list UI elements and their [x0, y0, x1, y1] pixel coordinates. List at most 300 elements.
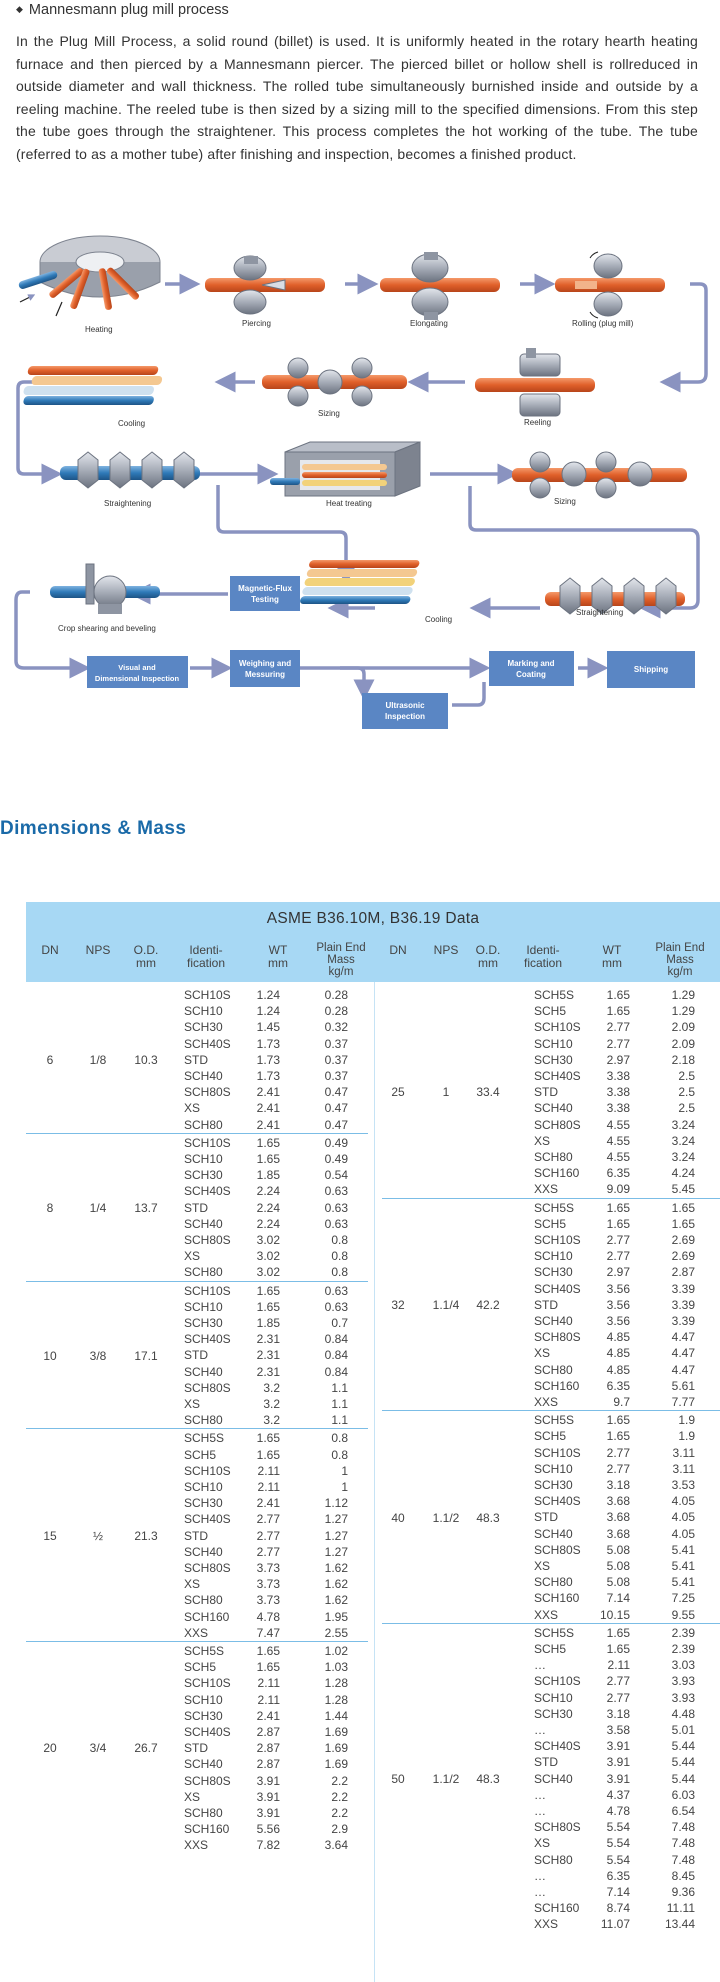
cell-mass: 0.37 — [324, 1069, 348, 1083]
cell-mass: 0.37 — [324, 1052, 348, 1067]
cell-wt: 1.85 — [256, 1168, 280, 1183]
cell-dn: 25 — [391, 1085, 405, 1100]
cell-dn: 10 — [43, 1348, 57, 1363]
cell-identification: SCH30 — [184, 1708, 223, 1723]
cell-identification: SCH5S — [184, 1644, 225, 1658]
group-divider — [26, 1281, 368, 1282]
cell-wt: 2.77 — [606, 1020, 630, 1035]
cell-mass: 0.28 — [324, 1004, 348, 1019]
box-magnetic-flux-testing — [230, 576, 300, 611]
cell-mass: 0.32 — [324, 1020, 348, 1035]
cell-nps: ½ — [92, 1528, 103, 1543]
cell-od: 33.4 — [476, 1085, 500, 1100]
cell-wt: 6.35 — [606, 1868, 630, 1883]
cell-wt: 4.85 — [606, 1346, 630, 1361]
cell-wt: 7.82 — [256, 1838, 280, 1853]
cell-mass: 7.48 — [671, 1836, 695, 1851]
table-half-divider — [374, 982, 375, 1982]
cell-wt: 3.2 — [263, 1380, 280, 1395]
box-visual-line1: Visual and — [118, 663, 156, 672]
cell-wt: 4.55 — [606, 1117, 630, 1132]
cell-mass: 6.03 — [671, 1787, 695, 1802]
sizing-illustration-1 — [262, 358, 407, 406]
group-divider — [26, 1133, 368, 1134]
cell-wt: 5.08 — [606, 1542, 630, 1557]
cell-wt: 2.77 — [606, 1233, 630, 1247]
cell-identification: SCH40S — [184, 1036, 231, 1051]
cell-wt: 2.24 — [256, 1184, 280, 1199]
cell-wt: 9.7 — [613, 1395, 630, 1409]
cell-mass: 0.8 — [331, 1249, 348, 1264]
cell-mass: 3.11 — [672, 1445, 695, 1460]
label-cooling-1: Cooling — [118, 419, 146, 428]
cell-identification: SCH80S — [184, 1233, 231, 1247]
cell-wt: 1.65 — [606, 1216, 630, 1231]
cell-mass: 6.54 — [671, 1804, 695, 1818]
header-dn: DN — [389, 943, 407, 957]
cell-wt: 1.65 — [606, 1004, 630, 1019]
cell-dn: 40 — [391, 1510, 405, 1525]
cell-identification: SCH5S — [184, 1431, 225, 1446]
cell-wt: 2.77 — [606, 1445, 630, 1460]
cell-identification: SCH80 — [534, 1852, 573, 1867]
cell-wt: 10.15 — [599, 1607, 630, 1622]
cell-mass: 0.84 — [324, 1348, 348, 1363]
box-marking-line2: Coating — [516, 670, 546, 679]
cell-identification: SCH10S — [534, 1445, 581, 1460]
cell-identification: SCH10S — [534, 1020, 581, 1035]
cell-mass: 5.44 — [671, 1755, 695, 1770]
cell-identification: SCH40 — [184, 1364, 223, 1379]
label-rolling: Rolling (plug mill) — [572, 319, 634, 328]
cell-nps: 3/8 — [89, 1348, 107, 1363]
cell-wt: 4.85 — [606, 1362, 630, 1377]
cell-mass: 7.48 — [671, 1852, 695, 1867]
cell-identification: SCH40 — [534, 1771, 573, 1786]
cell-mass: 1.1 — [331, 1380, 348, 1395]
cell-identification: SCH160 — [184, 1609, 230, 1624]
header-mass: Plain End Mass kg/m — [316, 942, 366, 978]
cell-mass: 2.69 — [671, 1233, 695, 1247]
cell-mass: 1 — [341, 1463, 348, 1478]
cell-mass: 7.25 — [671, 1591, 695, 1606]
table-header — [26, 902, 720, 982]
cell-od: 48.3 — [476, 1510, 500, 1525]
box-weighing-line1: Weighing and — [238, 659, 292, 668]
cell-mass: 1.62 — [324, 1593, 348, 1608]
cell-identification: SCH10 — [184, 1004, 223, 1019]
cell-nps: 1.1/2 — [432, 1510, 460, 1525]
box-shipping-line1: Shipping — [633, 665, 669, 674]
cell-mass: 3.64 — [324, 1838, 348, 1853]
cell-wt: 1.73 — [256, 1069, 280, 1083]
header-od: O.D. mm — [475, 943, 501, 970]
cell-identification: … — [534, 1787, 546, 1802]
reeling-illustration — [475, 348, 595, 416]
cell-identification: SCH30 — [534, 1052, 573, 1067]
cell-nps: 1.1/2 — [432, 1771, 460, 1786]
cell-identification: SCH80 — [534, 1575, 573, 1590]
cell-mass: 3.93 — [671, 1674, 695, 1689]
cell-identification: SCH10 — [534, 1461, 573, 1476]
label-sizing-2: Sizing — [554, 497, 576, 506]
cell-wt: 2.41 — [256, 1085, 280, 1100]
cell-wt: 11.07 — [600, 1917, 630, 1932]
cell-identification: … — [534, 1723, 546, 1737]
process-heading-text: Mannesmann plug mill process — [28, 2, 229, 18]
cell-wt: 5.54 — [606, 1820, 630, 1835]
cooling-bed-illustration-2 — [299, 560, 420, 604]
cell-wt: 7.14 — [606, 1885, 630, 1899]
cell-mass: 2.69 — [671, 1249, 695, 1264]
cell-identification: SCH10 — [534, 1036, 573, 1051]
group-divider — [382, 1623, 720, 1624]
cell-wt: 2.41 — [256, 1101, 280, 1116]
cell-identification: XXS — [534, 1607, 559, 1622]
cell-identification: SCH10 — [534, 1690, 573, 1705]
cell-identification: STD — [534, 1085, 558, 1100]
cell-wt: 1.65 — [606, 1413, 630, 1428]
cell-identification: … — [534, 1885, 546, 1899]
cell-mass: 4.05 — [671, 1526, 695, 1541]
cell-identification: XS — [184, 1789, 201, 1804]
cell-identification: XXS — [184, 1838, 209, 1853]
cell-nps: 1/8 — [89, 1052, 107, 1067]
cell-wt: 2.41 — [256, 1496, 280, 1511]
cell-identification: SCH40 — [184, 1544, 223, 1559]
cell-identification: SCH40 — [184, 1216, 223, 1231]
cell-identification: SCH40 — [534, 1314, 573, 1328]
cell-mass: 5.41 — [671, 1542, 695, 1557]
cell-wt: 9.09 — [606, 1182, 630, 1197]
cell-identification: SCH5S — [534, 1413, 575, 1428]
header-dn: DN — [41, 943, 59, 957]
plug-mill-process-diagram — [0, 220, 720, 740]
cell-od: 17.1 — [134, 1348, 158, 1363]
cell-mass: 0.63 — [324, 1283, 348, 1298]
box-magnetic-line1: Magnetic-Flux — [238, 584, 292, 593]
cell-identification: SCH10S — [184, 1676, 231, 1691]
label-elongating: Elongating — [410, 319, 448, 328]
cell-identification: SCH40 — [184, 1757, 223, 1772]
cell-mass: 1.62 — [324, 1561, 348, 1575]
cell-identification: STD — [184, 1348, 208, 1363]
box-weighing-line2: Messuring — [244, 670, 286, 679]
cell-identification: XS — [184, 1577, 201, 1592]
cell-mass: 1.69 — [324, 1741, 348, 1756]
cell-identification: SCH40 — [534, 1526, 573, 1541]
cell-wt: 3.73 — [256, 1593, 280, 1608]
cell-wt: 3.68 — [606, 1526, 630, 1541]
cell-wt: 1.65 — [256, 1152, 280, 1166]
group-divider — [26, 1641, 368, 1642]
cell-identification: SCH40S — [534, 1739, 581, 1754]
cell-wt: 3.68 — [606, 1510, 630, 1525]
cell-wt: 2.11 — [257, 1463, 280, 1478]
cell-dn: 15 — [43, 1528, 57, 1543]
cell-mass: 3.39 — [671, 1297, 695, 1312]
cell-wt: 3.38 — [606, 1101, 630, 1116]
cell-wt: 3.91 — [606, 1755, 630, 1770]
cell-wt: 8.74 — [606, 1901, 630, 1916]
cell-mass: 2.9 — [331, 1822, 348, 1837]
cell-wt: 3.38 — [606, 1085, 630, 1100]
label-piercing: Piercing — [242, 319, 271, 328]
cell-identification: SCH10S — [534, 1674, 581, 1689]
cell-mass: 1.03 — [324, 1660, 348, 1675]
cell-wt: 2.87 — [256, 1725, 280, 1739]
cell-mass: 0.54 — [324, 1168, 348, 1183]
process-heading — [16, 2, 229, 18]
cell-identification: SCH160 — [184, 1822, 230, 1837]
cell-mass: 5.41 — [671, 1575, 695, 1590]
cell-wt: 2.77 — [606, 1674, 630, 1689]
cell-wt: 4.78 — [256, 1609, 280, 1624]
label-heating: Heating — [85, 325, 113, 334]
cell-nps: 3/4 — [89, 1741, 107, 1756]
cell-mass: 3.53 — [671, 1478, 695, 1492]
cell-wt: 1.24 — [256, 1004, 280, 1019]
cell-wt: 2.87 — [256, 1757, 280, 1772]
cell-wt: 2.31 — [256, 1364, 280, 1379]
cell-wt: 3.91 — [606, 1739, 630, 1754]
cell-mass: 2.39 — [671, 1642, 695, 1656]
cell-identification: SCH40S — [184, 1184, 231, 1199]
cell-od: 21.3 — [134, 1528, 158, 1543]
cell-wt: 2.77 — [606, 1036, 630, 1051]
cell-identification: SCH5 — [184, 1447, 217, 1462]
cell-wt: 1.65 — [606, 1429, 630, 1444]
label-cooling-2: Cooling — [425, 615, 453, 624]
cell-mass: 4.24 — [671, 1166, 695, 1181]
cell-identification: SCH160 — [534, 1378, 580, 1393]
cell-identification: SCH30 — [184, 1168, 223, 1183]
cell-mass: 1.29 — [671, 1004, 695, 1019]
cell-mass: 0.84 — [324, 1332, 348, 1347]
cell-mass: 2.39 — [671, 1625, 695, 1640]
cell-mass: 1.27 — [324, 1544, 348, 1559]
cell-mass: 7.48 — [671, 1820, 695, 1835]
header-identification: Identi- fication — [186, 943, 226, 970]
cell-mass: 9.36 — [671, 1885, 695, 1899]
cell-wt: 4.78 — [606, 1804, 630, 1818]
cell-identification: SCH80 — [184, 1117, 223, 1132]
cell-dn: 50 — [391, 1771, 405, 1786]
cell-identification: STD — [184, 1741, 208, 1756]
cell-identification: SCH10 — [184, 1692, 223, 1707]
cell-identification: SCH160 — [534, 1901, 580, 1916]
cell-mass: 5.41 — [671, 1559, 695, 1573]
cell-mass: 0.47 — [324, 1085, 348, 1100]
cell-mass: 0.47 — [324, 1117, 348, 1132]
cell-identification: SCH10S — [184, 1463, 231, 1478]
cell-identification: SCH30 — [534, 1478, 573, 1492]
cell-mass: 1.95 — [324, 1609, 348, 1624]
cell-identification: SCH5 — [184, 1660, 217, 1675]
cell-mass: 0.37 — [324, 1036, 348, 1051]
cell-mass: 5.61 — [671, 1378, 695, 1393]
cell-mass: 1.44 — [324, 1708, 348, 1723]
cell-wt: 2.11 — [607, 1658, 630, 1673]
cell-mass: 2.55 — [324, 1625, 348, 1640]
cell-mass: 2.87 — [671, 1265, 695, 1280]
cell-identification: SCH40 — [184, 1069, 223, 1083]
cell-mass: 0.63 — [324, 1299, 348, 1314]
cell-mass: 1.27 — [324, 1512, 348, 1527]
crop-shearing-illustration — [50, 564, 160, 614]
header-wt: WT mm — [602, 943, 622, 970]
cell-identification: … — [534, 1868, 546, 1883]
cell-mass: 5.44 — [671, 1739, 695, 1754]
cell-mass: 2.09 — [671, 1020, 695, 1035]
table-body — [26, 982, 720, 1982]
cell-mass: 1.28 — [324, 1692, 348, 1707]
cell-wt: 1.65 — [606, 988, 630, 1002]
cell-identification: SCH80 — [184, 1265, 223, 1280]
cell-wt: 1.65 — [606, 1200, 630, 1215]
header-wt: WT mm — [268, 943, 288, 970]
cell-identification: STD — [534, 1297, 558, 1312]
label-reeling: Reeling — [524, 418, 552, 427]
cell-mass: 4.47 — [671, 1330, 695, 1345]
cell-wt: 5.08 — [606, 1575, 630, 1590]
cell-identification: SCH10S — [184, 1283, 231, 1298]
cell-mass: 0.63 — [324, 1216, 348, 1231]
cell-wt: 1.73 — [256, 1052, 280, 1067]
cell-identification: SCH80 — [534, 1362, 573, 1377]
cell-identification: SCH80S — [534, 1542, 581, 1557]
cell-wt: 3.91 — [256, 1789, 280, 1804]
cell-mass: 1.62 — [324, 1577, 348, 1592]
cell-wt: 4.55 — [606, 1133, 630, 1148]
cell-wt: 3.38 — [606, 1069, 630, 1083]
bullet-icon: ◆ — [16, 4, 23, 14]
cell-mass: 4.47 — [671, 1346, 695, 1361]
cell-mass: 11.11 — [666, 1901, 695, 1916]
cell-wt: 2.77 — [606, 1249, 630, 1264]
cell-identification: SCH10 — [534, 1249, 573, 1264]
cell-wt: 2.11 — [257, 1676, 280, 1691]
cell-wt: 2.77 — [256, 1544, 280, 1559]
cell-mass: 9.55 — [671, 1607, 695, 1622]
cell-mass: 2.2 — [331, 1789, 348, 1804]
heating-furnace-illustration — [18, 236, 160, 316]
cell-mass: 0.49 — [324, 1152, 348, 1166]
cell-identification: SCH160 — [534, 1591, 580, 1606]
cell-identification: XXS — [534, 1182, 559, 1197]
cell-wt: 1.45 — [256, 1020, 280, 1035]
group-divider — [26, 1428, 368, 1429]
cell-identification: SCH160 — [534, 1166, 580, 1181]
cell-identification: SCH30 — [184, 1316, 223, 1330]
cell-mass: 0.47 — [324, 1101, 348, 1116]
cell-wt: 4.85 — [606, 1330, 630, 1345]
cell-mass: 4.05 — [671, 1510, 695, 1525]
cell-wt: 2.77 — [606, 1461, 630, 1476]
cell-mass: 3.39 — [671, 1281, 695, 1296]
box-magnetic-line2: Testing — [251, 595, 279, 604]
cell-wt: 3.58 — [606, 1723, 630, 1737]
cell-identification: SCH30 — [184, 1020, 223, 1035]
cell-identification: SCH10 — [184, 1152, 223, 1166]
header-identification: Identi- fication — [523, 943, 563, 970]
cell-identification: SCH80S — [184, 1085, 231, 1100]
cell-wt: 1.24 — [256, 988, 280, 1002]
cell-wt: 1.65 — [256, 1644, 280, 1658]
cell-dn: 32 — [391, 1297, 405, 1312]
cell-mass: 1.29 — [671, 988, 695, 1002]
cell-identification: XS — [534, 1836, 551, 1851]
cell-mass: 1.1 — [331, 1413, 348, 1428]
cell-mass: 2.09 — [671, 1036, 695, 1051]
cell-mass: 1 — [341, 1480, 348, 1494]
cell-wt: 1.65 — [256, 1283, 280, 1298]
rolling-illustration — [555, 252, 665, 318]
box-ultrasonic-inspection — [362, 693, 448, 729]
cell-wt: 4.37 — [606, 1787, 630, 1802]
cell-mass: 0.8 — [331, 1447, 348, 1462]
elongating-illustration — [380, 252, 500, 320]
cell-dn: 6 — [46, 1052, 54, 1067]
cell-wt: 2.77 — [606, 1690, 630, 1705]
cell-identification: SCH5S — [534, 1625, 575, 1640]
cell-mass: 1.28 — [324, 1676, 348, 1691]
cell-wt: 1.73 — [256, 1036, 280, 1051]
cell-wt: 2.31 — [256, 1332, 280, 1347]
cell-wt: 3.18 — [606, 1706, 630, 1721]
cell-identification: XXS — [534, 1395, 559, 1409]
cell-identification: SCH40 — [534, 1101, 573, 1116]
cell-identification: SCH10S — [534, 1233, 581, 1247]
cell-identification: SCH80S — [184, 1773, 231, 1788]
cell-wt: 3.91 — [256, 1806, 280, 1820]
cell-identification: SCH30 — [534, 1706, 573, 1721]
cell-wt: 3.56 — [606, 1281, 630, 1296]
cell-identification: SCH40S — [184, 1332, 231, 1347]
cell-mass: 2.5 — [678, 1069, 695, 1083]
cell-identification: XS — [534, 1346, 551, 1361]
cell-nps: 1 — [442, 1085, 450, 1100]
cell-wt: 3.02 — [256, 1265, 280, 1280]
straightening-illustration-1 — [60, 452, 200, 488]
cell-mass: 3.93 — [671, 1690, 695, 1705]
cell-wt: 3.91 — [256, 1773, 280, 1788]
cell-identification: SCH80S — [184, 1561, 231, 1575]
cell-mass: 3.24 — [671, 1150, 695, 1164]
cell-mass: 8.45 — [671, 1868, 695, 1883]
label-crop-shearing: Crop shearing and beveling — [58, 624, 156, 633]
group-divider — [382, 1198, 720, 1199]
sizing-illustration-2 — [512, 452, 687, 498]
cell-mass: 0.8 — [331, 1265, 348, 1280]
cell-identification: SCH40S — [534, 1281, 581, 1296]
cell-wt: 7.14 — [606, 1591, 630, 1606]
cell-identification: SCH30 — [534, 1265, 573, 1280]
cell-identification: SCH10 — [184, 1299, 223, 1314]
cell-identification: SCH5 — [534, 1216, 567, 1231]
cell-od: 13.7 — [134, 1200, 158, 1215]
box-marking-line1: Marking and — [507, 659, 555, 668]
cell-mass: 0.63 — [324, 1184, 348, 1199]
cell-wt: 3.02 — [256, 1233, 280, 1247]
cell-identification: SCH80 — [184, 1413, 223, 1428]
cell-wt: 1.65 — [256, 1447, 280, 1462]
cell-wt: 5.56 — [256, 1822, 280, 1837]
section-title-dimensions: Dimensions & Mass — [0, 818, 187, 839]
cell-identification: SCH5 — [534, 1429, 567, 1444]
cell-identification: SCH80 — [534, 1150, 573, 1164]
cell-mass: 13.44 — [664, 1917, 695, 1932]
